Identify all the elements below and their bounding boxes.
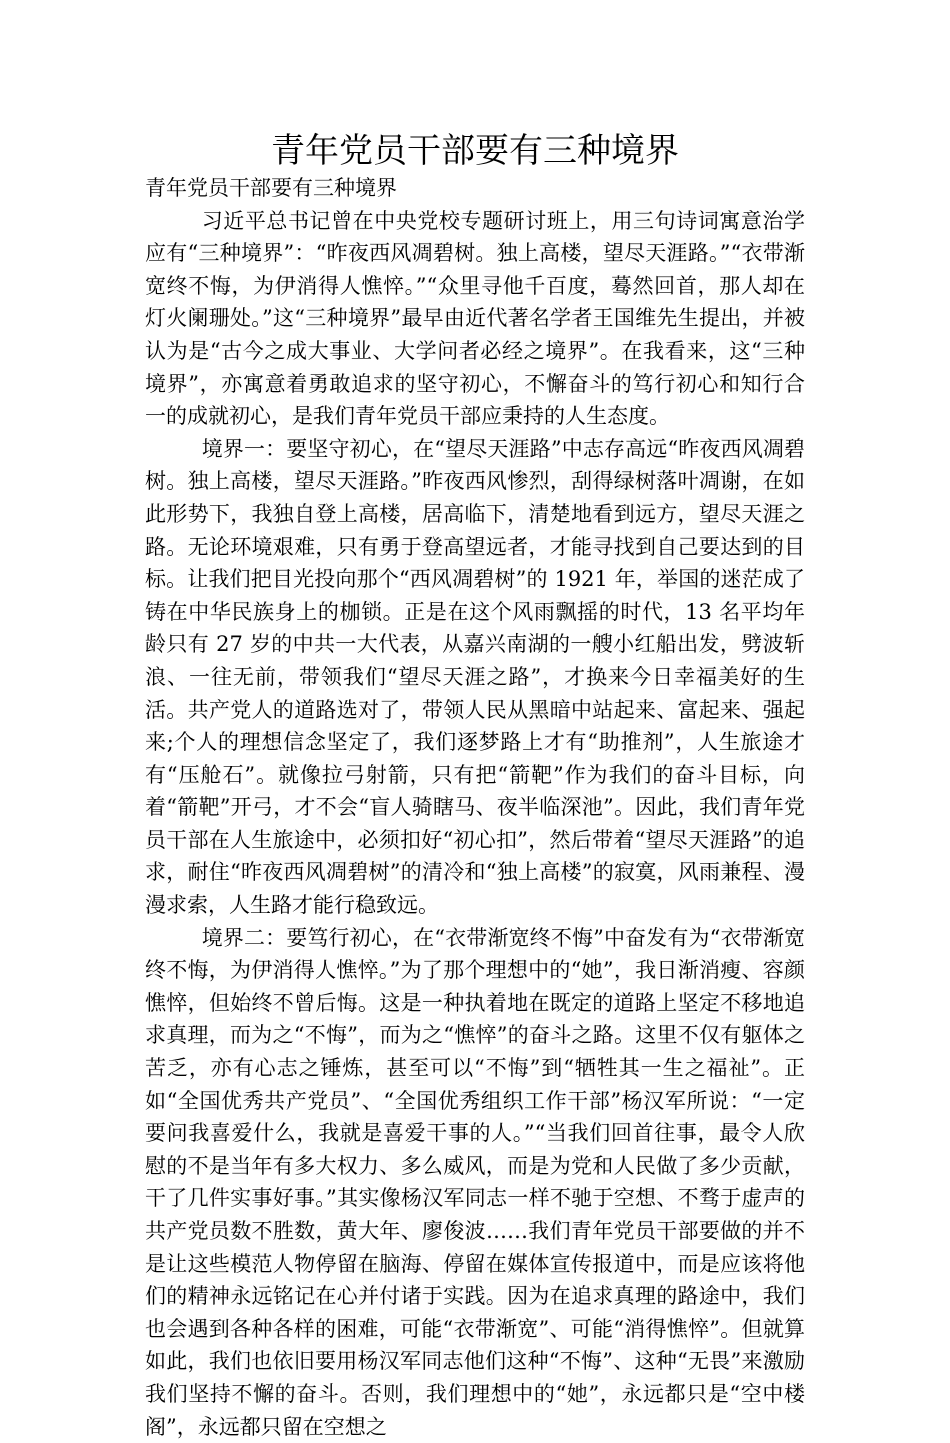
document-body [145,172,805,1443]
paragraph-intro: 习近平总书记曾在中央党校专题研讨班上，用三句诗词寓意治学应有“三种境界”：“昨夜西风凋碧树。独上高楼，望尽天涯路。”“衣带渐宽终不悔，为伊消得人憔悴。”“众里寻他千百度，蓦然回首，那人却在灯火阑珊处。”这“三种境界”最早由近代著名学者王国维先生提出，并被认为是“古今之成大事业、大学问者必经之境界”。在我看来，这“三种境界”，亦寓意着勇敢追求的坚守初心，不懈奋斗的笃行初心和知行合一的成就初心，是我们青年党员干部应秉持的人生态度。 [145,208,805,429]
paragraph-realm-two: 境界二：要笃行初心，在“衣带渐宽终不悔”中奋发有为“衣带渐宽终不悔，为伊消得人憔悴。”为了那个理想中的“她”，我日渐消瘦、容颜憔悴，但始终不曾后悔。这是一种执着地在既定的道路上坚定不移地追求真理，而为之“不悔”，而为之“憔悴”的奋斗之路。这里不仅有躯体之苦乏，亦有心志之锤炼，甚至可以“不悔”到“牺牲其一生之福祉”。正如“全国优秀共产党员”、“全国优秀组织工作干部”杨汉军所说：“一定要问我喜爱什么，我就是喜爱干事的人。”“当我们回首往事，最令人欣慰的不是当年有多大权力、多么威风，而是为党和人民做了多少贡献，干了几件实事好事。”其实像杨汉军同志一样不驰于空想、不骛于虚声的共产党员数不胜数，黄大年、廖俊波……我们青年党员干部要做的并不是让这些模范人物停留在脑海、停留在媒体宣传报道中，而是应该将他们的精神永远铭记在心并付诸于实践。因为在追求真理的路途中，我们也会遇到各种各样的困难，可能“衣带渐宽”、可能“消得憔悴”。但就算如此，我们也依旧要用杨汉军同志他们这种“不悔”、这种“无畏”来激励我们坚持不懈的奋斗。否则，我们理想中的“她”，永远都只是“空中楼阁”，永远都只留在空想之 [145,925,805,1439]
document-title: 青年党员干部要有三种境界 [271,131,679,171]
document-subtitle: 青年党员干部要有三种境界 [145,176,397,200]
paragraph-realm-one: 境界一：要坚守初心，在“望尽天涯路”中志存高远“昨夜西风凋碧树。独上高楼，望尽天涯路。”昨夜西风惨烈，刮得绿树落叶凋谢，在如此形势下，我独自登上高楼，居高临下，清楚地看到远方，望尽天涯之路。无论环境艰难，只有勇于登高望远者，才能寻找到自己要达到的目标。让我们把目光投向那个“西风凋碧树”的 1921 年，举国的迷茫成了铸在中华民族身上的枷锁。正是在这个风雨飘摇的时代，13 名平均年龄只有 27 岁的中共一大代表，从嘉兴南湖的一艘小红船出发，劈波斩浪、一往无前，带领我们“望尽天涯之路”，才换来今日幸福美好的生活。共产党人的道路选对了，带领人民从黑暗中站起来、富起来、强起来;个人的理想信念坚定了，我们逐梦路上才有“助推剂”，人生旅途才有“压舱石”。就像拉弓射箭，只有把“箭靶”作为我们的奋斗目标，向着“箭靶”开弓，才不会“盲人骑瞎马、夜半临深池”。因此，我们青年党员干部在人生旅途中，必须扣好“初心扣”，然后带着“望尽天涯路”的追求，耐住“昨夜西风凋碧树”的清冷和“独上高楼”的寂寞，风雨兼程、漫漫求索，人生路才能行稳致远。 [145,436,805,918]
